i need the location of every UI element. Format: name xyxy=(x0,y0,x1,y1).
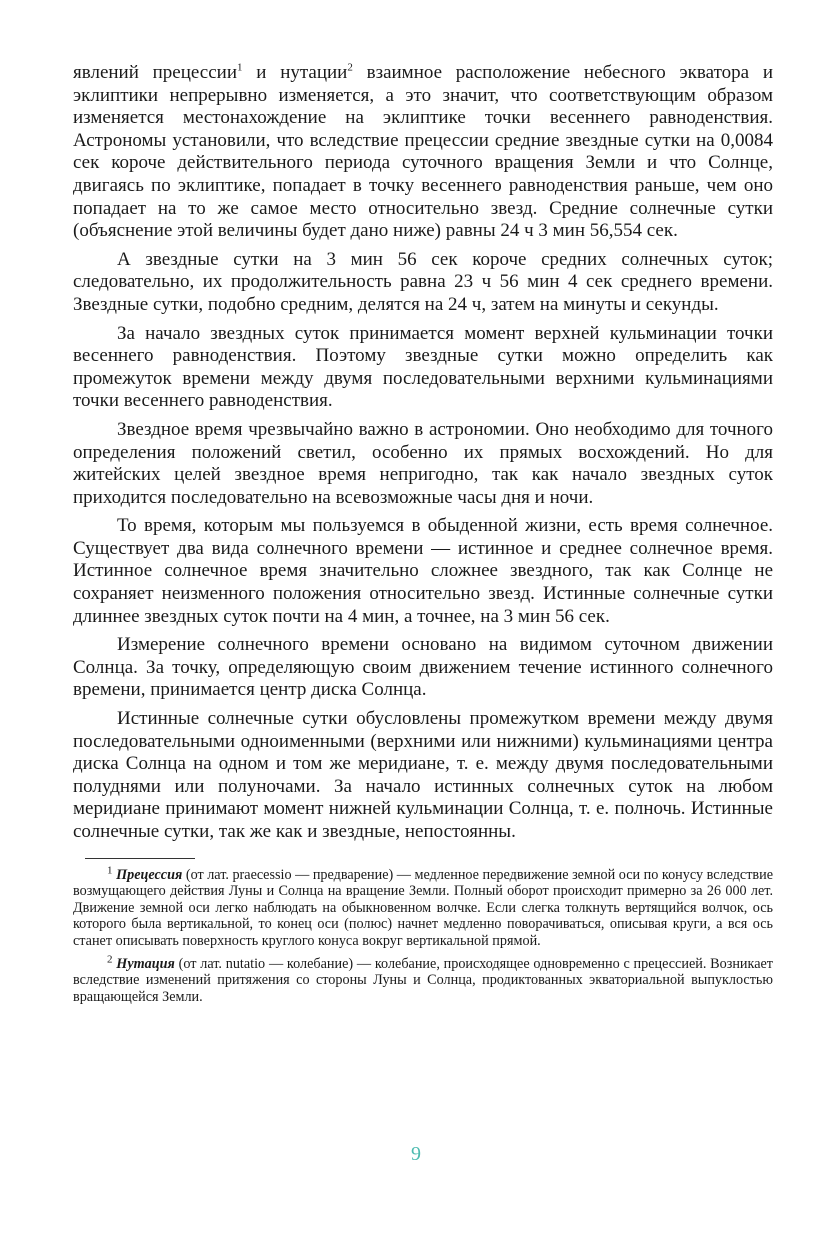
paragraph-5: То время, которым мы пользуемся в обыденной жизни, есть время солнечное. Существует два вида солнечного времени — истинное и среднее солнечное время. Истинное солнечное время значительно сложнее звездного, так как Солнце не сохраняет неизменного положения относительно звезд. Истинные солнечные сутки длиннее звездных суток почти на 4 мин, а точнее, на 3 мин 56 сек. xyxy=(73,515,773,627)
page-number: 9 xyxy=(411,1143,421,1165)
footnote-ref-2: 2 xyxy=(347,61,353,74)
paragraph-1 xyxy=(73,62,773,243)
paragraph-1-text-c: взаимное расположение небесного экватора и эклиптики непрерывно изменяется, а это значит, что соответствующим образом изменяется местонахождение на эклиптике точки весеннего равноденствия. Астрономы установили, что вследствие прецессии средние звездные сутки на 0,0084 сек короче действительного периода суточного вращения Земли и что Солнце, двигаясь по эклиптике, попадает в точку весеннего равноденствия раньше, чем оно попадает на то же самое место относительно звезд. Средние солнечные сутки (объяснение этой величины будет дано ниже) равны 24 ч 3 мин 56,554 сек. xyxy=(73,62,773,242)
paragraph-3: За начало звездных суток принимается момент верхней кульминации точки весеннего равноденствия. Поэтому звездные сутки можно определить как промежуток времени между двумя последовательными верхними кульминациями точки весеннего равноденствия. xyxy=(73,322,773,412)
footnote-2 xyxy=(73,952,773,1006)
footnote-2-term: Нутация xyxy=(116,955,175,972)
footnote-1-mark: 1 xyxy=(107,863,113,876)
paragraph-4: Звездное время чрезвычайно важно в астрономии. Оно необходимо для точного определения положений светил, особенно их прямых восхождений. Но для житейских целей звездное время непригодно, так как начало звездных суток приходится последовательно на всевозможные часы дня и ночи. xyxy=(73,418,773,508)
footnote-2-text: (от лат. nutatio — колебание) — колебание, происходящее одновременно с прецессией. Возникает вследствие изменений притяжения со стороны Луны и Солнца, продиктованных экваториальной выпуклостью вращающейся Земли. xyxy=(73,955,773,1005)
footnote-1 xyxy=(73,863,774,950)
footnote-2-mark: 2 xyxy=(107,952,113,965)
paragraph-7: Истинные солнечные сутки обусловлены промежутком времени между двумя последовательными одноименными (верхними или нижними) кульминациями центра диска Солнца на одном и том же меридиане, т. е. между двумя последовательными полуднями или полуночами. За начало истинных солнечных суток на любом меридиане принимают момент нижней кульминации Солнца, т. е. полночь. Истинные солнечные сутки, так же как и звездные, непостоянны. xyxy=(73,708,773,842)
footnote-divider xyxy=(85,858,195,859)
paragraph-1-text-a: явлений прецессии xyxy=(73,62,238,83)
footnote-1-text: (от лат. praecessio — предварение) — медленное передвижение земной оси по конусу вследствие возмущающего действия Луны и Солнца на вращение Земли. Полный оборот происходит примерно за 26 000 лет. Движение земной оси легко наблюдать на обыкновенном волчке. Если слегка толкнуть вертящийся волчок, ось которого была вертикальной, то конец оси (полюс) начнет медленно поворачиваться, описывая круги, а вся ось станет описывать поверхность круглого конуса вокруг вертикальной прямой. xyxy=(73,866,774,949)
paragraph-2: А звездные сутки на 3 мин 56 сек короче средних солнечных суток; следовательно, их продолжительность равна 23 ч 56 мин 4 сек среднего времени. Звездные сутки, подобно средним, делятся на 24 ч, затем на минуты и секунды. xyxy=(73,248,773,315)
paragraph-6: Измерение солнечного времени основано на видимом суточном движении Солнца. За точку, определяющую своим движением течение истинного солнечного времени, принимается центр диска Солнца. xyxy=(73,634,773,701)
footnote-ref-1: 1 xyxy=(237,61,243,74)
paragraph-1-text-b: и нутации xyxy=(242,62,348,83)
footnote-1-term: Прецессия xyxy=(116,866,183,883)
page-body xyxy=(73,62,773,1005)
